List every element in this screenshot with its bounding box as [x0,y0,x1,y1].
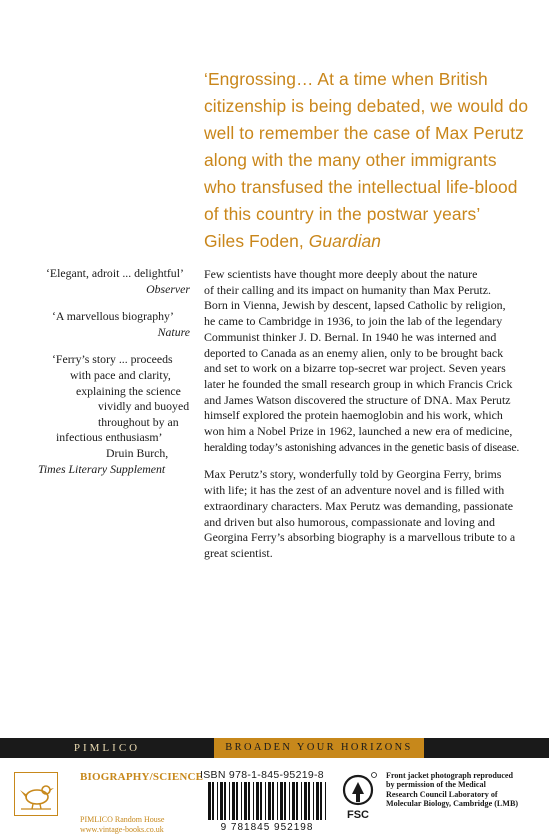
isbn-text: ISBN 978-1-845-95219-8 [200,769,324,781]
review-quote: with pace and clarity, [70,367,171,382]
body-line: won him a Nobel Prize in 1962, launched a new era of medicine, [204,424,513,439]
body-line: heralding today’s astonishing advances in the genetic basis of disease. [204,439,520,454]
barcode-digits: 9 781845 952198 [220,822,314,832]
blurb-paragraph-2 [204,467,542,561]
body-line: great scientist. [204,545,273,560]
publisher-line: PIMLICO Random House [80,815,165,824]
barcode-bar [308,782,310,820]
body-line: and James Watson discovered the structure of DNA. Max Perutz [204,392,511,407]
pull-quote-line: who transfused the intellectual life-blood [204,177,518,197]
review-source: Druin Burch, [106,445,169,460]
body-line: Born in Vienna, Jewish by descent, lapsed Catholic by religion, [204,298,506,313]
publisher-line: www.vintage-books.co.uk [80,824,164,834]
pull-quote-line: citizenship is being debated, we would do [204,96,529,116]
review-nature [0,309,190,340]
barcode-bar [301,782,302,820]
review-source: Observer [146,281,190,296]
review-tls [0,352,190,477]
barcode-bar [241,782,242,820]
review-quote: ‘A marvellous biography’ [52,309,174,324]
barcode-bar [289,782,290,820]
body-line: Communist thinker J. D. Bernal. In 1940 he was interned and [204,329,497,344]
pull-quote-source-publication: Guardian [308,231,382,251]
barcode-bar [304,782,307,820]
review-observer [0,266,190,297]
barcode-bar [292,782,295,820]
barcode-icon [200,782,334,832]
barcode-bar [253,782,254,820]
review-quote: explaining the science [76,383,181,398]
barcode-bar [325,782,326,820]
blurb-body [204,267,542,574]
credit-line: Research Council Laboratory of [386,789,498,799]
barcode-bar [320,782,322,820]
pull-quote-line: of this country in the postwar years’ [204,204,481,224]
fsc-tree-logo-icon [338,770,378,824]
review-source: Nature [157,324,190,339]
body-line: of their calling and its impact on humanity than Max Perutz. [204,282,491,297]
credit-line: Molecular Biology, Cambridge (LMB) [386,798,519,808]
barcode-bar [272,782,274,820]
barcode-bar [260,782,262,820]
barcode-bar [277,782,278,820]
barcode-bar [316,782,319,820]
barcode-bar [232,782,235,820]
barcode-bar [244,782,247,820]
barcode-bar [208,782,211,820]
photo-credit [386,771,546,808]
pull-quote-line: ‘Engrossing… At a time when British [204,69,488,89]
credit-line: Front jacket photograph reproduced [386,771,514,780]
barcode-bar [248,782,250,820]
review-quote: vividly and buoyed [98,399,190,414]
publisher-info [80,815,164,834]
barcode-bar [284,782,286,820]
barcode-bar [212,782,214,820]
reviews-column [0,266,190,489]
barcode-bar [296,782,298,820]
pimlico-bird-logo-icon [14,772,58,816]
category-label: BIOGRAPHY/SCIENCE [80,771,204,783]
pull-quote-source [204,228,540,255]
credit-line: by permission of the Medical [386,780,486,790]
fsc-label: FSC [347,809,369,821]
barcode-bar [313,782,314,820]
barcode-bar [268,782,271,820]
barcode-bar [217,782,218,820]
review-quote: infectious enthusiasm’ [56,430,163,445]
body-line: and set to work on a bizarre top-secret war project. Seven years [204,361,506,376]
body-line: he came to Cambridge in 1936, to join the lab of the legendary [204,314,503,329]
body-line: Georgina Ferry’s absorbing biography is a marvellous tribute to a [204,530,516,545]
body-line: Max Perutz’s story, wonderfully told by Georgina Ferry, brims [204,467,502,482]
pull-quote-source-name: Giles Foden, [204,231,309,251]
body-line: later he founded the small research group in which Francis Crick [204,376,513,391]
body-line: and driven but also humorous, compassionate and loving and [204,514,495,529]
barcode-bar [280,782,283,820]
review-quote: throughout by an [98,414,179,429]
blurb-paragraph-1 [204,267,542,455]
barcode-bar [224,782,226,820]
barcode-bar [229,782,230,820]
barcode-bar [236,782,238,820]
body-line: Few scientists have thought more deeply about the nature [204,267,478,281]
barcode-bar [265,782,266,820]
review-publication: Times Literary Supplement [38,461,166,476]
band-tagline: BROADEN YOUR HORIZONS [214,738,424,758]
pull-quote-line: well to remember the case of Max Perutz [204,123,524,143]
band-imprint: PIMLICO [73,742,141,754]
body-line: himself explored the protein haemoglobin and his work, which [204,408,503,423]
pull-quote [204,66,540,255]
pull-quote-line: along with the many other immigrants [204,150,497,170]
review-quote: ‘Ferry’s story ... proceeds [52,352,173,367]
review-quote: ‘Elegant, adroit ... delightful’ [46,266,184,280]
barcode-bar [256,782,259,820]
body-line: deported to Canada as an enemy alien, only to be brought back [204,345,504,360]
body-line: with life; it has the zest of an adventure novel and is filled with [204,483,505,498]
body-line: extraordinary characters. Max Perutz was demanding, passionate [204,498,514,513]
barcode-bar [220,782,223,820]
